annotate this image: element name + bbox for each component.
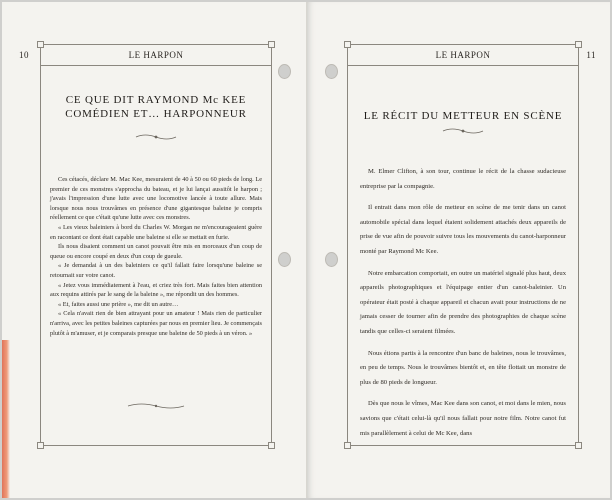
punch-hole [278, 252, 291, 267]
end-ornament-icon [126, 397, 186, 405]
paragraph: M. Elmer Clifton, à son tour, continue le récit de la chasse sudacieuse entreprise par la compagnie. [360, 168, 566, 190]
chapter-title [49, 93, 263, 121]
right-page [307, 2, 610, 498]
left-page-header [19, 45, 271, 66]
page-number: 10 [19, 50, 29, 60]
paragraph: « Cela n'avait rien de bien attrayant pour un amateur ! Mais rien de particulier n'arriva, avec les petites baleines capturées par nous en premier lieu. Je commençais plutôt à m'amuser, et je comparais presque une baleine de 50 pieds à un véron. » [50, 310, 262, 337]
paragraph: Nous étions partis à la rencontre d'un banc de baleines, nous le trouvâmes, en peu de temps. Nous le trouvâmes bientôt et, en tête flottait un monstre de plus de 80 pieds de longueur. [360, 349, 566, 386]
paragraph: « Jetez vous immédiatement à l'eau, et criez très fort. Mais faites bien attention aux requins attirés par le sang de la baleine », me répondit un des hommes. [50, 281, 262, 299]
paragraph: Notre embarcation comportait, en outre un matériel signalé plus haut, deux appareils photographiques et l'équipage entier d'un canot-baleinier. Un opérateur était posté à chaque appareil et chacun avait pour instructions de ne jamais cesser de tourner afin de prendre des photographies de chaque scène tandis que celles-ci seraient filmées. [360, 269, 566, 335]
frame-corner [575, 442, 582, 449]
running-title: LE HARPON [435, 50, 491, 60]
frame-corner [37, 442, 44, 449]
paragraph: « Et, faites aussi une prière », me dit un autre… [58, 300, 179, 308]
title-ornament-icon [134, 133, 178, 143]
frame-corner [344, 442, 351, 449]
left-body-text [50, 175, 262, 338]
paragraph: Ils nous disaient comment un canot pouvait être mis en morceaux d'un coup de queue ou encore coupé en deux d'un coup de gueule. [50, 243, 262, 260]
page-number: 11 [586, 50, 596, 60]
punch-hole [325, 64, 338, 79]
paragraph: « Je demandai à un des baleiniers ce qu'il fallait faire lorsqu'une baleine se retournait sur votre canot. [50, 262, 262, 279]
frame-corner [268, 442, 275, 449]
paragraph: Ces cétacés, déclare M. Mac Kee, mesuraient de 40 à 50 ou 60 pieds de long. Le premier de ces monstres s'approcha du bateau, et je lui lançai aussitôt le harpon ; j'avais l'impression d'une lutte avec une locomotive lancée à toute allure. Mais lorsque nous nous trouvâmes en présence d'une gigantesque baleine je compris réellement ce que c'était qu'une lutte avec ces monstres. [50, 176, 262, 222]
chapter-title-line: COMÉDIEN ET… HARPONNEUR [65, 108, 247, 120]
chapter-title: LE RÉCIT DU METTEUR EN SCÈNE [363, 110, 563, 122]
punch-hole [278, 64, 291, 79]
punch-hole [325, 252, 338, 267]
right-page-header [348, 45, 596, 66]
right-body-text [360, 165, 566, 448]
left-page-frame [19, 44, 272, 446]
paragraph: Il entrait dans mon rôle de metteur en scène de me tenir dans un canot automobile spécial dans lequel étaient solidement attachés deux appareils de prise de vue afin de pouvoir suivre tous les mouvements du canot-harponneur monté par Raymond Mc Kee. [360, 204, 566, 255]
chapter-title-line: CE QUE DIT RAYMOND Mc KEE [65, 94, 247, 106]
right-page-frame [347, 44, 596, 446]
title-ornament-icon [441, 127, 485, 137]
paragraph: « Les vieux baleiniers à bord du Charles W. Morgan ne m'encourageaient guère en racontant ce dont était capable une baleine si elle se mettait en furie. [50, 223, 262, 241]
red-edge-stain [2, 340, 10, 498]
paragraph: Dès que nous le vîmes, Mac Kee dans son canot, et moi dans le mien, nous savions que c'était celui-là qu'il nous fallait pour notre film. Notre canot fut mis parallèlement à celui de Mc Kee, dans [360, 400, 566, 437]
book-spread [2, 2, 610, 498]
running-title: LE HARPON [128, 50, 184, 60]
left-page [2, 2, 307, 498]
